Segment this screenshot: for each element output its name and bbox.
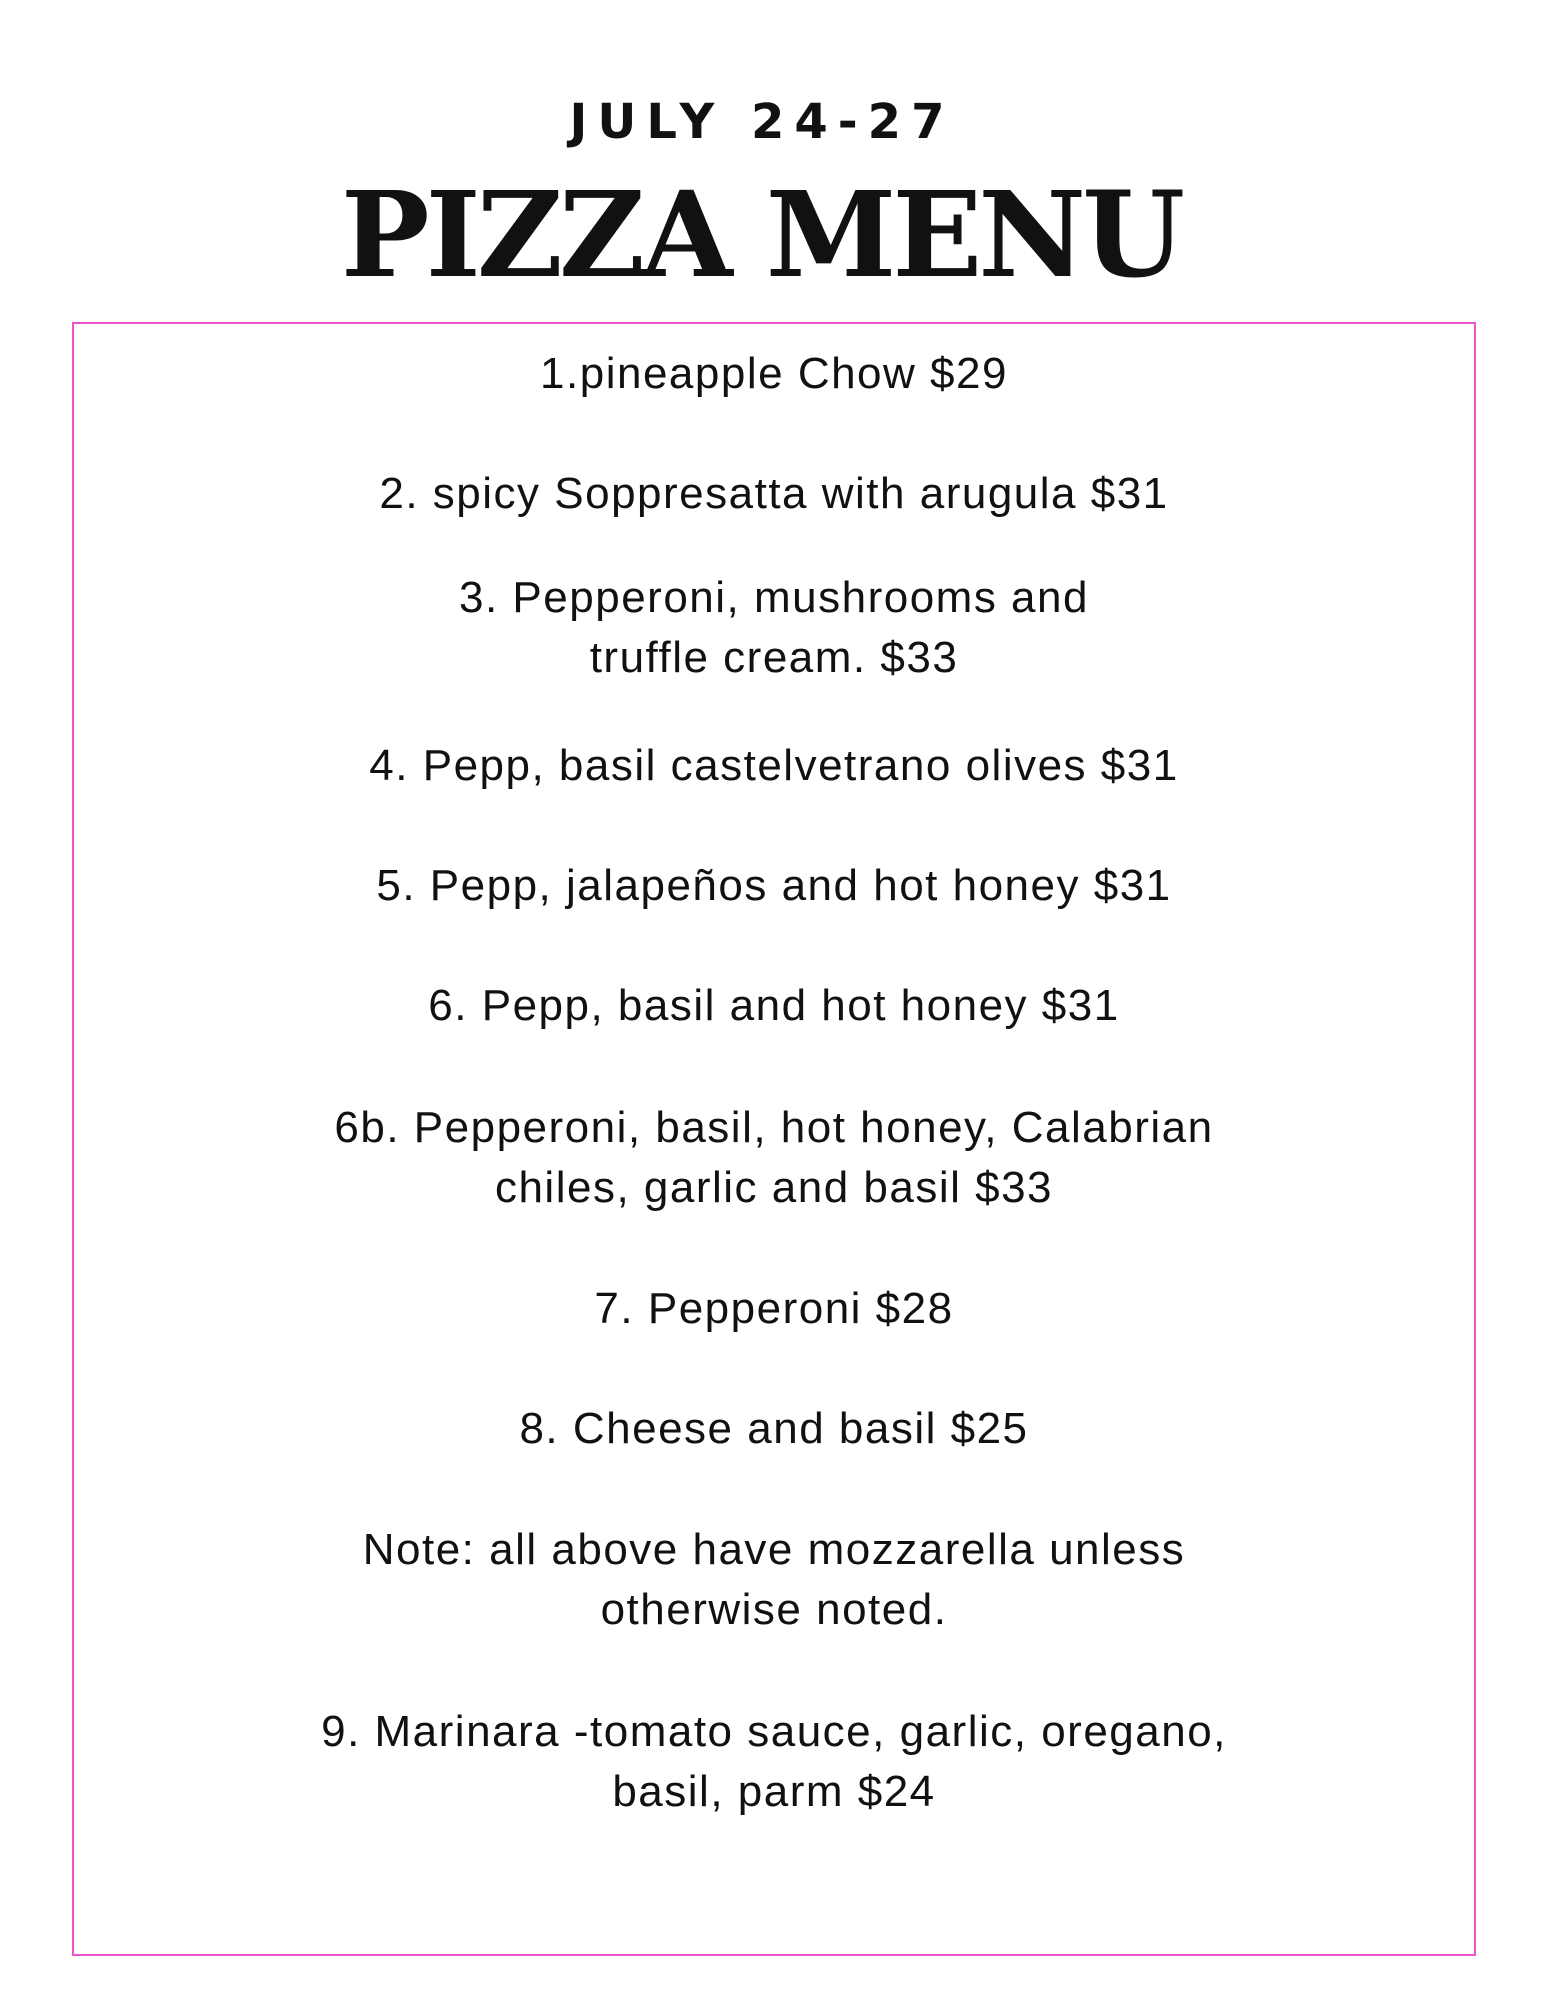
menu-item-line: 2. spicy Soppresatta with arugula $31 bbox=[379, 469, 1169, 518]
menu-item-6 bbox=[74, 976, 1474, 1036]
menu-date bbox=[0, 92, 1546, 152]
menu-item-line: 7. Pepperoni $28 bbox=[594, 1284, 954, 1333]
menu-note bbox=[74, 1520, 1474, 1640]
menu-item-9 bbox=[74, 1702, 1474, 1822]
menu-item-1 bbox=[74, 344, 1474, 404]
menu-item-line: 5. Pepp, jalapeños and hot honey $31 bbox=[376, 861, 1172, 910]
menu-item-line: 8. Cheese and basil $25 bbox=[519, 1404, 1029, 1453]
menu-box bbox=[72, 322, 1476, 1956]
menu-item-4 bbox=[74, 736, 1474, 796]
menu-item-line: 4. Pepp, basil castelvetrano olives $31 bbox=[369, 741, 1179, 790]
menu-item-3 bbox=[74, 568, 1474, 688]
menu-item-line: 6. Pepp, basil and hot honey $31 bbox=[428, 981, 1120, 1030]
page-title-text: PIZZA MENU bbox=[340, 165, 1182, 304]
menu-item-line: basil, parm $24 bbox=[612, 1767, 936, 1816]
menu-item-line: chiles, garlic and basil $33 bbox=[494, 1163, 1054, 1212]
menu-item-line: 9. Marinara -tomato sauce, garlic, oregano, bbox=[321, 1707, 1227, 1756]
menu-item-5 bbox=[74, 856, 1474, 916]
menu-item-8 bbox=[74, 1399, 1474, 1459]
menu-item-line: truffle cream. $33 bbox=[589, 633, 959, 682]
menu-item-line: 3. Pepperoni, mushrooms and bbox=[459, 573, 1089, 622]
menu-item-line: 1.pineapple Chow $29 bbox=[540, 349, 1008, 398]
menu-date-text: JULY 24-27 bbox=[569, 94, 955, 150]
menu-item-7 bbox=[74, 1279, 1474, 1339]
menu-item-6b bbox=[74, 1098, 1474, 1218]
menu-note-line: otherwise noted. bbox=[600, 1585, 948, 1634]
menu-item-2 bbox=[74, 464, 1474, 524]
page-title bbox=[0, 165, 1546, 304]
menu-note-line: Note: all above have mozzarella unless bbox=[362, 1525, 1186, 1574]
menu-item-line: 6b. Pepperoni, basil, hot honey, Calabrian bbox=[334, 1103, 1214, 1152]
